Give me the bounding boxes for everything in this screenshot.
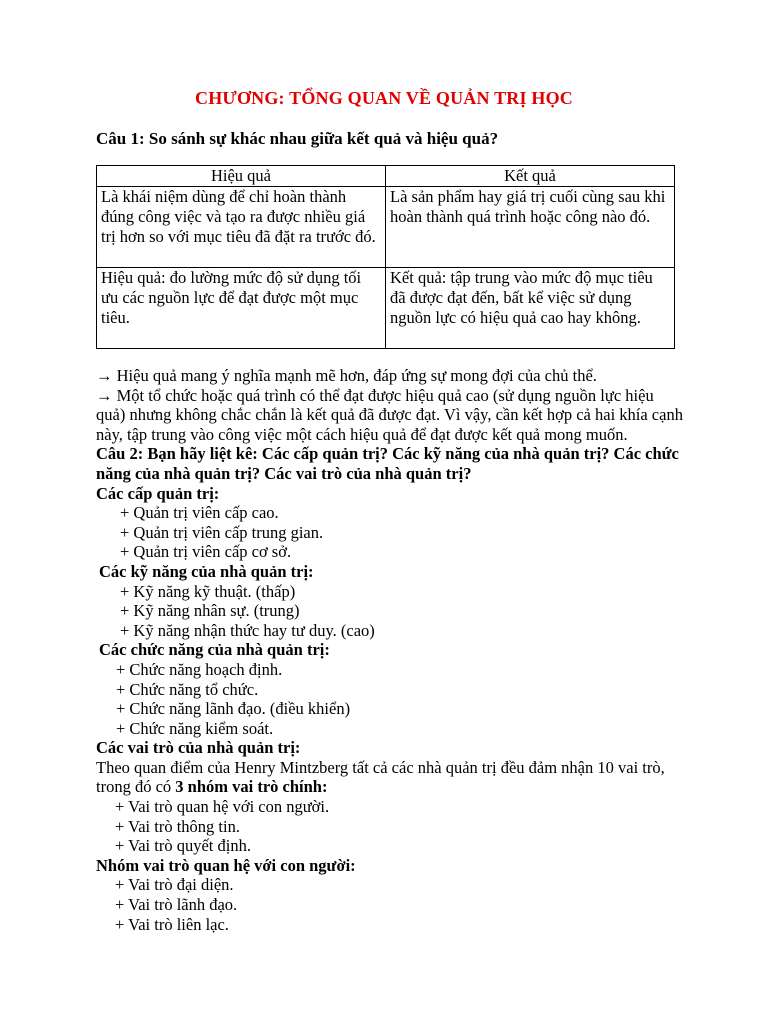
list-item: + Chức năng tổ chức. xyxy=(116,679,259,699)
table-row xyxy=(97,187,675,268)
table-cell: Kết quả: tập trung vào mức độ mục tiêu đã được đạt đến, bất kể việc sử dụng nguồn lực có hiệu quả cao hay không. xyxy=(386,268,675,349)
conclusion-paragraph: → Một tổ chức hoặc quá trình có thể đạt được hiệu quả cao (sử dụng nguồn lực hiệu quả) nhưng không chắc chắn là kết quả đã được đạt. Vì vậy, cần kết hợp cả hai khía cạnh này, tập trung vào công việc một cách hiệu quả để đạt được kết quả mong muốn. xyxy=(96,385,683,444)
table-row xyxy=(97,268,675,349)
list-item: + Vai trò quyết định. xyxy=(115,836,251,856)
table-cell: Hiệu quả: đo lường mức độ sử dụng tối ưu các nguồn lực để đạt được một mục tiêu. xyxy=(97,268,386,349)
list-item: + Vai trò liên lạc. xyxy=(115,914,229,934)
question-2-heading: Câu 2: Bạn hãy liệt kê: Các cấp quản trị? Các kỹ năng của nhà quản trị? Các chức năng của nhà quản trị? Các vai trò của nhà quản trị? xyxy=(96,444,679,483)
chapter-title: CHƯƠNG: TỔNG QUAN VỀ QUẢN TRỊ HỌC xyxy=(195,88,573,108)
list-item: + Kỹ năng nhận thức hay tư duy. (cao) xyxy=(120,620,375,640)
list-item: + Chức năng hoạch định. xyxy=(116,659,283,679)
list-item: + Kỹ năng nhân sự. (trung) xyxy=(120,601,300,621)
section-heading-functions: Các chức năng của nhà quản trị: xyxy=(99,640,330,660)
question-1-heading: Câu 1: So sánh sự khác nhau giữa kết quả và hiệu quả? xyxy=(96,129,499,148)
document-body xyxy=(96,366,686,934)
list-item: + Vai trò lãnh đạo. xyxy=(115,895,238,915)
table-header-cell: Hiệu quả xyxy=(97,166,386,187)
roles-intro-text: Theo quan điểm của Henry Mintzberg tất cả các nhà quản trị đều đảm nhận 10 vai trò, trong đó có xyxy=(96,757,665,797)
list-item: + Chức năng lãnh đạo. (điều khiển) xyxy=(116,699,351,719)
comparison-table xyxy=(96,165,675,349)
roles-intro-bold: 3 nhóm vai trò chính: xyxy=(175,777,328,797)
table-header-cell: Kết quả xyxy=(386,166,675,187)
table-header-row xyxy=(97,166,675,187)
table-cell: Là khái niệm dùng để chỉ hoàn thành đúng công việc và tạo ra được nhiều giá trị hơn so với mục tiêu đã đặt ra trước đó. xyxy=(97,187,386,268)
list-item: + Chức năng kiểm soát. xyxy=(116,718,274,738)
section-heading-levels: Các cấp quản trị: xyxy=(96,483,220,503)
list-item: + Vai trò quan hệ với con người. xyxy=(115,797,330,817)
list-item: + Kỹ năng kỹ thuật. (thấp) xyxy=(120,581,296,601)
section-heading-skills: Các kỹ năng của nhà quản trị: xyxy=(99,561,314,581)
roles-intro-paragraph xyxy=(96,758,686,797)
list-item: + Quản trị viên cấp cơ sở. xyxy=(120,542,292,562)
list-item: + Vai trò thông tin. xyxy=(115,816,240,836)
section-heading-roles: Các vai trò của nhà quản trị: xyxy=(96,738,301,758)
list-item: + Quản trị viên cấp trung gian. xyxy=(120,522,324,542)
conclusion-paragraph: → Hiệu quả mang ý nghĩa mạnh mẽ hơn, đáp ứng sự mong đợi của chủ thể. xyxy=(96,366,597,385)
section-heading-people-roles: Nhóm vai trò quan hệ với con người: xyxy=(96,855,356,875)
list-item: + Vai trò đại diện. xyxy=(115,875,234,895)
list-item: + Quản trị viên cấp cao. xyxy=(120,503,279,523)
table-cell: Là sản phẩm hay giá trị cuối cùng sau khi hoàn thành quá trình hoặc công nào đó. xyxy=(386,187,675,268)
